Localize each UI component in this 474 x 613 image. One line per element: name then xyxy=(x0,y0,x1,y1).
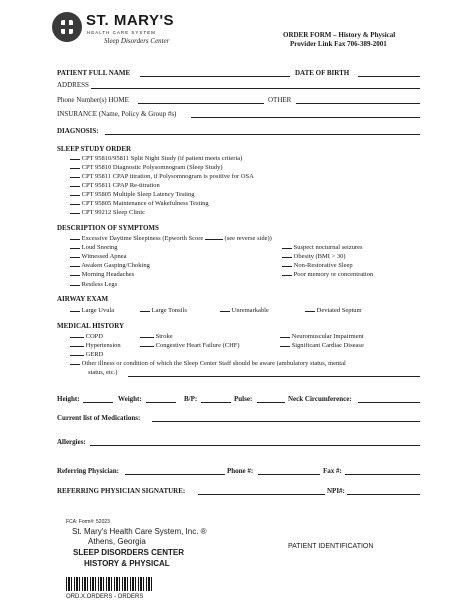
diagnosis-field[interactable] xyxy=(105,134,420,135)
allergies-label: Allergies: xyxy=(57,438,86,446)
logo-cross-bar-icon xyxy=(57,25,77,29)
study-option[interactable]: CPT 99212 Sleep Clinic xyxy=(70,207,145,217)
address-label: ADDRESS xyxy=(57,81,89,89)
symptom-option[interactable]: Awaken Gasping/Choking xyxy=(70,260,150,270)
airway-option[interactable]: Large Tonsils xyxy=(140,305,187,315)
weight-label: Weight: xyxy=(118,395,142,403)
airway-option[interactable]: Deviated Septum xyxy=(305,305,362,315)
insurance-field[interactable] xyxy=(191,117,420,118)
footer-code: ORD.X.ORDERS - ORDERS xyxy=(66,594,144,600)
patient-name-field[interactable] xyxy=(140,76,290,77)
medical-other-cont: status, etc.) xyxy=(88,369,118,376)
npi-field[interactable] xyxy=(347,494,420,495)
footer-city: Athens, Georgia xyxy=(88,537,146,546)
study-option[interactable]: CPT 95805 Maintenance of Wakefulness Testing xyxy=(70,198,209,208)
insurance-label: INSURANCE (Name, Policy & Group #s) xyxy=(57,110,177,118)
study-option[interactable]: CPT 95805 Multiple Sleep Latency Testing xyxy=(70,189,195,199)
symptom-option[interactable]: Suspect nocturnal seizures xyxy=(282,242,363,252)
medical-option[interactable]: GERD xyxy=(70,349,103,359)
symptom-option[interactable]: Morning Headaches xyxy=(70,269,134,279)
medical-option[interactable]: Congestive Heart Failure (CHF) xyxy=(140,340,240,350)
medical-title: MEDICAL HISTORY xyxy=(57,322,125,330)
logo-name: ST. MARY'S xyxy=(86,12,175,29)
patient-name-label: PATIENT FULL NAME xyxy=(57,69,131,77)
referring-physician-label: Referring Physician: xyxy=(57,467,120,475)
neck-label: Neck Circumference: xyxy=(288,395,352,403)
bp-field[interactable] xyxy=(201,402,231,403)
medical-other-field[interactable] xyxy=(128,376,420,377)
dob-label: DATE OF BIRTH xyxy=(295,69,350,77)
medical-other-option[interactable]: Other illness or condition of which the Sleep Center Staff should be aware (ambulatory status, mental xyxy=(70,358,346,368)
ess-option[interactable]: Excessive Daytime Sleepiness (Epworth Score (see reverse side)) xyxy=(70,233,272,243)
medications-label: Current list of Medications: xyxy=(57,414,141,422)
diagnosis-label: DIAGNOSIS: xyxy=(57,127,99,135)
logo-subtitle: Sleep Disorders Center xyxy=(104,37,170,45)
weight-field[interactable] xyxy=(146,402,176,403)
height-label: Height: xyxy=(57,395,80,403)
study-option[interactable]: CPT 95811 CPAP Re-titration xyxy=(70,180,160,190)
symptom-option[interactable]: Loud Snoring xyxy=(70,242,118,252)
pulse-label: Pulse: xyxy=(234,395,253,403)
medical-option[interactable]: Hypertension xyxy=(70,340,121,350)
logo-tagline: HEALTH CARE SYSTEM xyxy=(87,30,156,35)
airway-title: AIRWAY EXAM xyxy=(57,295,109,303)
form-title: ORDER FORM – History & Physical xyxy=(283,31,396,39)
symptom-option[interactable]: Obesity (BMI > 30) xyxy=(282,251,346,261)
symptom-option[interactable]: Poor memory or concentration xyxy=(282,269,373,279)
medications-field[interactable] xyxy=(152,421,420,422)
height-field[interactable] xyxy=(83,402,113,403)
referring-fax-label: Fax #: xyxy=(323,467,342,475)
footer-center: SLEEP DISORDERS CENTER xyxy=(73,548,184,557)
phone-label: Phone Number(s) HOME xyxy=(57,96,129,104)
symptom-option[interactable]: Non-Restorative Sleep xyxy=(282,260,353,270)
phone-other-field[interactable] xyxy=(296,103,420,104)
barcode-icon xyxy=(66,577,154,591)
signature-label: REFERRING PHYSICIAN SIGNATURE: xyxy=(57,487,186,495)
medical-option[interactable]: COPD xyxy=(70,331,103,341)
signature-field[interactable] xyxy=(198,494,325,495)
medical-option[interactable]: Neuromuscular Impairment xyxy=(280,331,364,341)
bp-label: B/P: xyxy=(184,395,198,403)
study-option[interactable]: CPT 95811 CPAP titration, if Polysomnogram is positive for OSA xyxy=(70,171,254,181)
symptom-option[interactable]: Witnessed Apnea xyxy=(70,251,127,261)
airway-option[interactable]: Large Uvula xyxy=(70,305,114,315)
patient-identification-label: PATIENT IDENTIFICATION xyxy=(288,543,374,550)
pulse-field[interactable] xyxy=(257,402,285,403)
symptoms-title: DESCRIPTION OF SYMPTOMS xyxy=(57,224,159,232)
footer-hp: HISTORY & PHYSICAL xyxy=(84,559,170,568)
referring-physician-field[interactable] xyxy=(125,474,225,475)
npi-label: NPI#: xyxy=(327,487,345,495)
fca-form-number: FCA: Form#: 52023 xyxy=(66,519,110,525)
referring-phone-label: Phone #: xyxy=(227,467,254,475)
footer-org: St. Mary's Health Care System, Inc. ® xyxy=(72,527,207,536)
study-option[interactable]: CPT 95810/95811 Split Night Study (if patient meets criteria) xyxy=(70,153,242,163)
address-field[interactable] xyxy=(91,88,420,89)
other-phone-label: OTHER xyxy=(268,96,292,104)
referring-phone-field[interactable] xyxy=(258,474,320,475)
medical-option[interactable]: Significant Cardiac Disease xyxy=(280,340,364,350)
symptom-option[interactable]: Restless Legs xyxy=(70,279,117,289)
airway-option[interactable]: Unremarkable xyxy=(220,305,269,315)
neck-field[interactable] xyxy=(358,402,420,403)
study-option[interactable]: CPT 95810 Diagnostic Polysomnogram (Sleep Study) xyxy=(70,162,223,172)
referring-fax-field[interactable] xyxy=(345,474,420,475)
medical-option[interactable]: Stroke xyxy=(140,331,173,341)
allergies-field[interactable] xyxy=(90,445,420,446)
phone-home-field[interactable] xyxy=(138,103,264,104)
fax-number: Provider Link Fax 706-389-2001 xyxy=(290,40,387,48)
sleep-study-title: SLEEP STUDY ORDER xyxy=(57,145,132,153)
dob-field[interactable] xyxy=(358,76,420,77)
